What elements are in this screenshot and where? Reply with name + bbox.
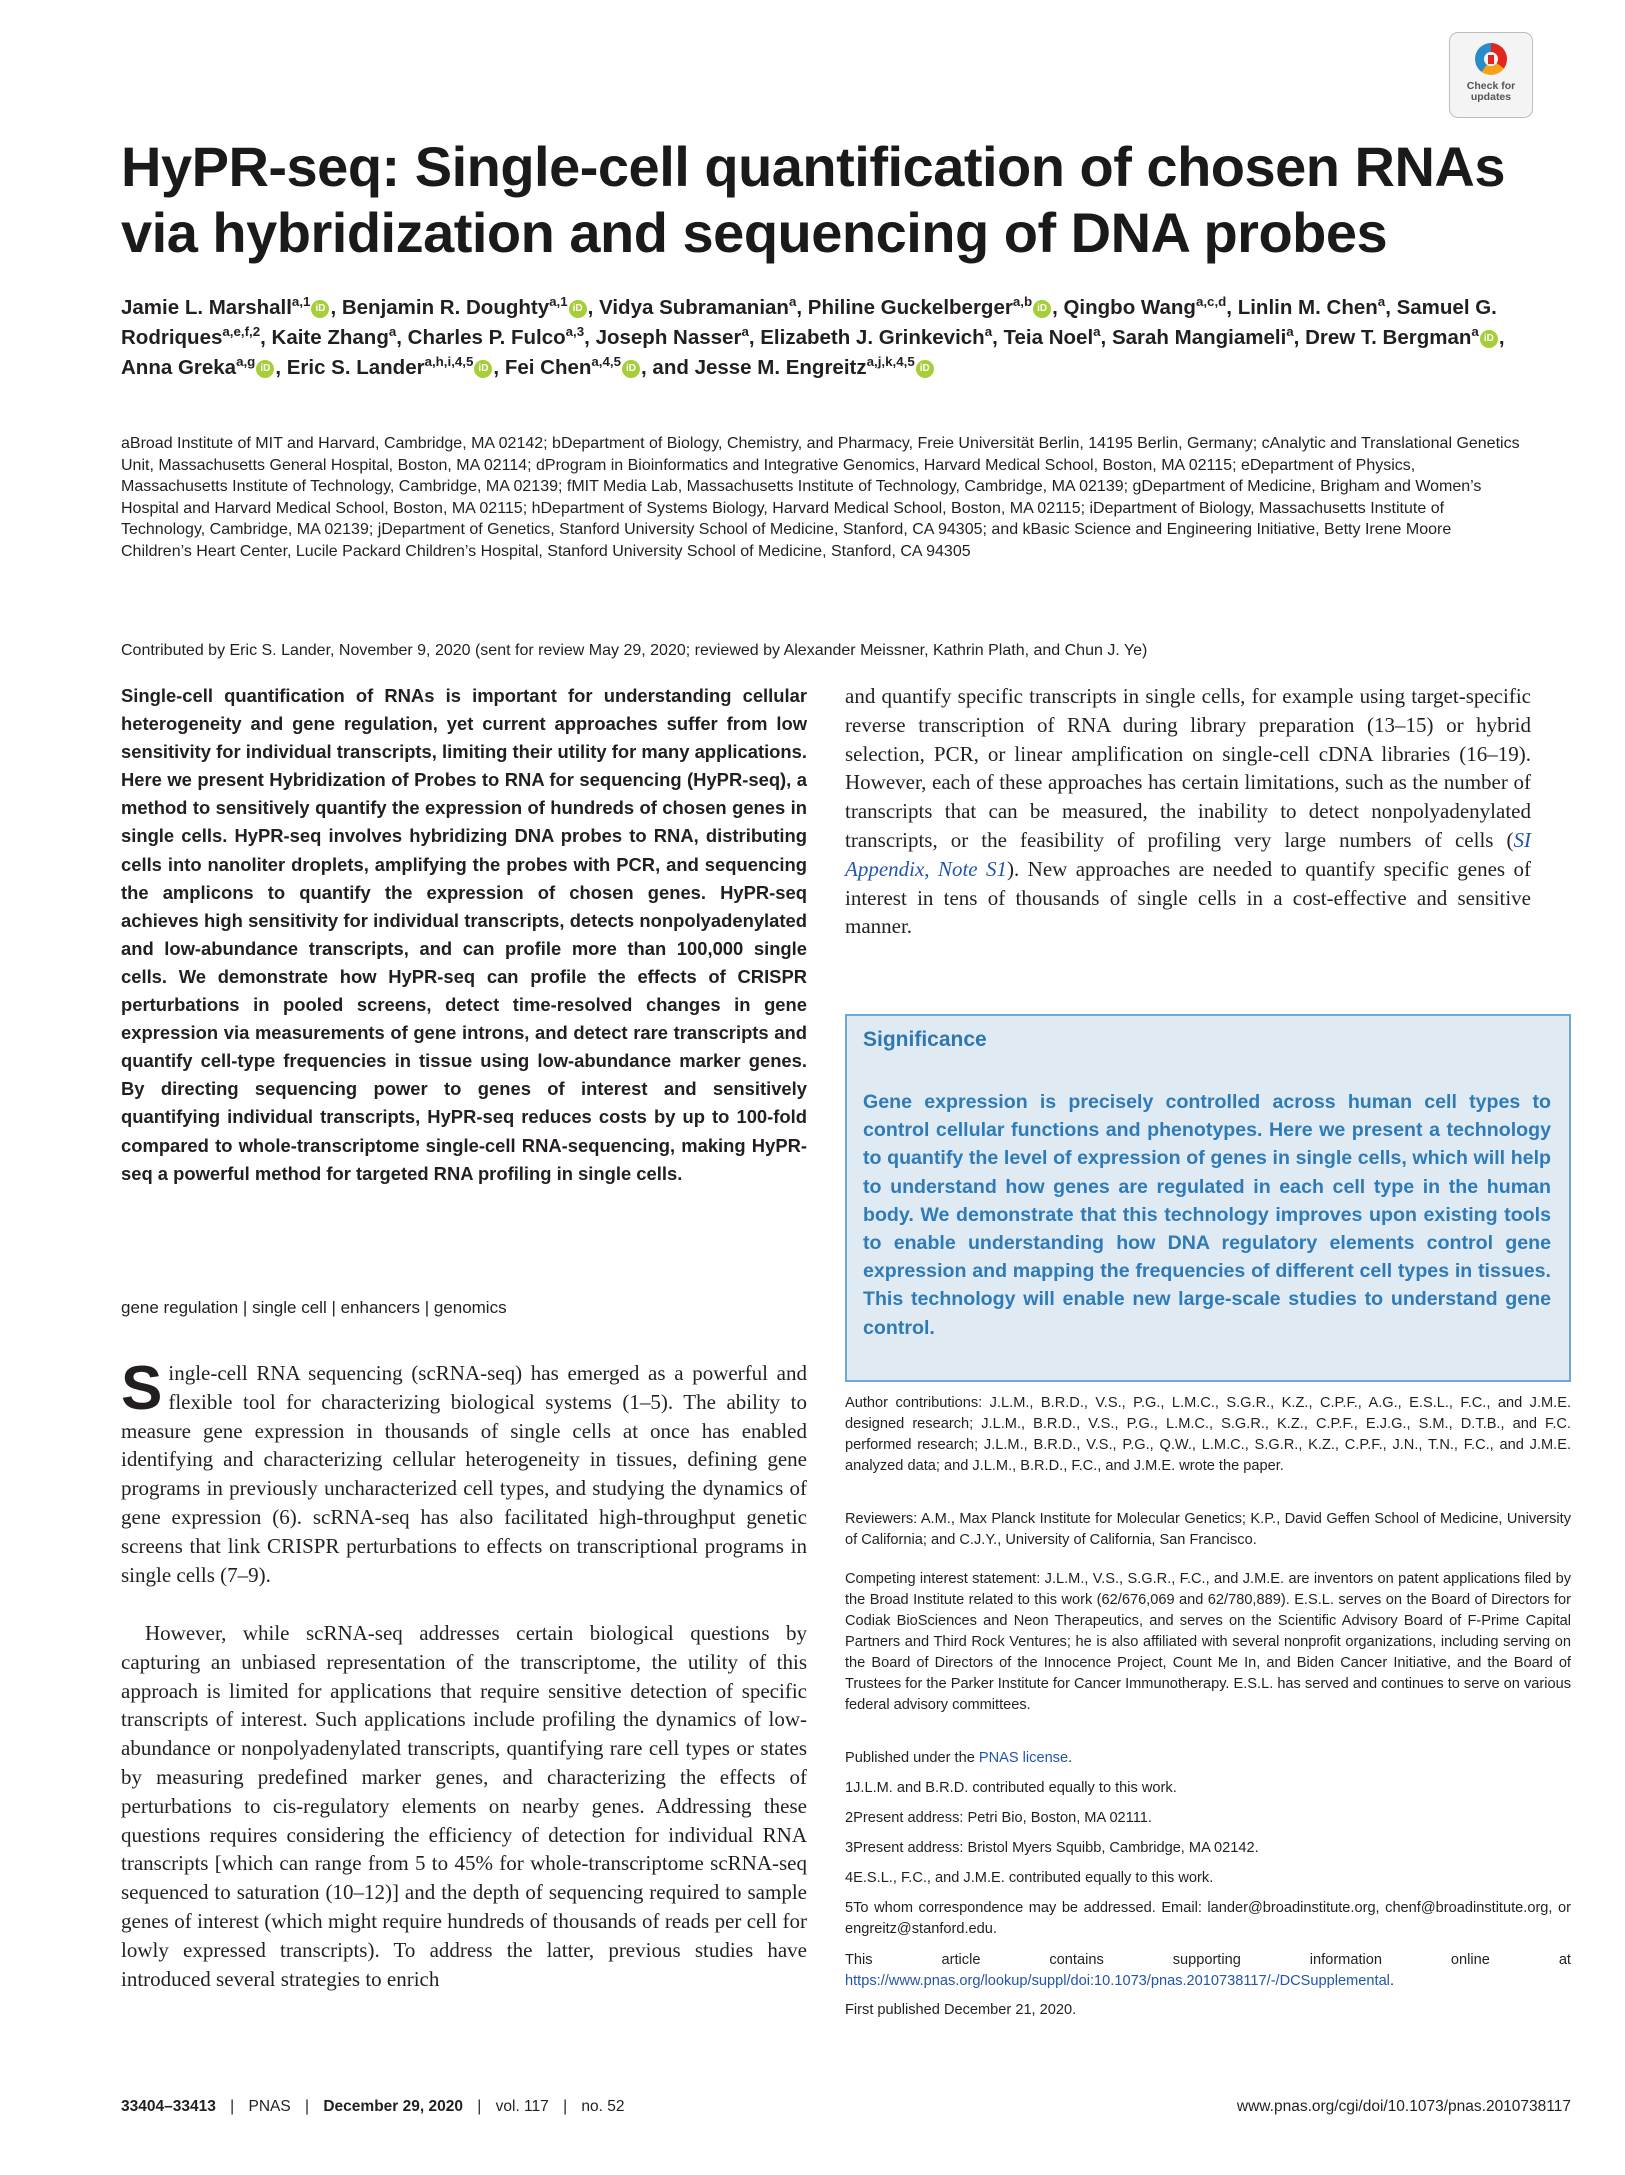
author-name: Vidya Subramanian [599, 296, 789, 319]
footnote-2: 2Present address: Petri Bio, Boston, MA 02111. [845, 1810, 1152, 1826]
author-name: Teia Noel [1003, 326, 1094, 349]
author-affiliation-marker: a [741, 324, 749, 340]
footer-left: 33404–33413 | PNAS | December 29, 2020 | vol. 117 | no. 52 [121, 2098, 625, 2115]
intro-paragraph-1-text: ingle-cell RNA sequencing (scRNA-seq) has emerged as a powerful and flexible tool for characterizing biological systems (1–5). The ability to measure gene expression in thousands of single cells at once has enabled identifying and characterizing cellular heterogeneity in tissues, defining gene programs in previously uncharacterized cell types, and studying the dynamics of gene expression (6). scRNA-seq has also facilitated high-throughput genetic screens that link CRISPR perturbations to effects on transcriptional programs in single cells (7–9). [121, 1361, 807, 1587]
license-note [845, 1748, 1571, 1769]
author-name: Eric S. Lander [286, 356, 425, 379]
author-affiliation-marker: a [1471, 324, 1479, 340]
badge-label: Check for updates [1466, 80, 1516, 103]
author-name: Charles P. Fulco [407, 326, 566, 349]
author-name: Jamie L. Marshall [121, 296, 292, 319]
significance-text: Gene expression is precisely controlled across human cell types to control cellular functions and phenotypes. Here we present a technology to quantify the level of expression of genes in single cells, which will help to understand how genes are regulated in each cell type in the human body. We demonstrate that this technology improves upon existing tools to enable understanding how DNA regulatory elements control gene expression and mapping the frequencies of different cell types in tissues. This technology will enable new large-scale studies to understand gene control. [863, 1091, 1551, 1339]
author-affiliation-marker: a,4,5 [591, 354, 622, 370]
intro-paragraph-3-start: and quantify specific transcripts in single cells, for example using target-specific reverse transcription of RNA during library preparation (13–15) or hybrid selection, PCR, or linear amplification on single-cell cDNA libraries (16–19). However, each of these approaches has certain limitations, such as the number of transcripts that can be measured, the inability to detect nonpolyadenylated transcripts, or the feasibility of profiling very large numbers of cells ( [845, 684, 1531, 852]
orcid-icon[interactable]: iD [622, 360, 640, 378]
author-affiliation-marker: a [1093, 324, 1101, 340]
author-name: Fei Chen [504, 356, 592, 379]
significance-box [845, 1014, 1571, 1382]
author-affiliation-marker: a,1 [549, 294, 568, 310]
author-affiliation-marker: a,3 [565, 324, 585, 340]
author-name: Elizabeth J. Grinkevich [760, 326, 985, 349]
author-affiliation-marker: a,j,k,4,5 [866, 354, 915, 370]
author-affiliation-marker: a,b [1012, 294, 1033, 310]
footnote-1: 1J.L.M. and B.R.D. contributed equally to this work. [845, 1780, 1177, 1796]
reviewers-note: Reviewers: A.M., Max Planck Institute for Molecular Genetics; K.P., David Geffen School of Medicine, University of California; and C.J.Y., University of California, San Francisco. [845, 1511, 1571, 1548]
orcid-icon[interactable]: iD [569, 300, 587, 318]
drop-cap: S [121, 1354, 163, 1423]
author-name: Anna Greka [121, 356, 237, 379]
intro-paragraph-2: However, while scRNA-seq addresses certain biological questions by capturing an unbiased representation of the transcriptome, the utility of this approach is limited for applications that require sensitive detection of specific transcripts of interest. Such applications include profiling the dynamics of low-abundance or nonpolyadenylated transcripts, quantifying rare cell types or states by measuring predefined marker genes, and characterizing the effects of perturbations to cis-regulatory elements on nearby genes. Addressing these questions requires considering the efficiency of detection for individual RNA transcripts [which can range from 5 to 45% for whole-transcriptome scRNA-seq sequenced to saturation (10–12)] and the depth of sequencing required to sample genes of interest (which might require hundreds of thousands of reads per cell for lowly expressed transcripts). To address the latter, previous studies have introduced several strategies to enrich [121, 1621, 807, 1991]
si-appendix-link[interactable]: SI Appendix, Note S1 [845, 827, 1531, 881]
check-for-updates-icon [1475, 43, 1507, 75]
author-affiliation-marker: a,h,i,4,5 [424, 354, 474, 370]
intro-paragraph-3-end: ). New approaches are needed to quantify specific genes of interest in tens of thousands of single cells in a cost-effective and sensitive manner. [845, 856, 1531, 939]
orcid-icon[interactable]: iD [916, 360, 934, 378]
author-name: Samuel G. Rodriques [121, 296, 1497, 349]
check-for-updates-badge[interactable] [1449, 32, 1533, 118]
intro-paragraph-3 [845, 682, 1531, 941]
abstract: Single-cell quantification of RNAs is important for understanding cellular heterogeneity and gene regulation, yet current approaches suffer from low sensitivity for individual transcripts, limiting their utility for many applications. Here we present Hybridization of Probes to RNA for sequencing (HyPR-seq), a method to sensitively quantify the expression of hundreds of chosen genes in single cells. HyPR-seq involves hybridizing DNA probes to RNA, distributing cells into nanoliter droplets, amplifying the probes with PCR, and sequencing the amplicons to quantify the expression of chosen genes. HyPR-seq achieves high sensitivity for individual transcripts, detects nonpolyadenylated and low-abundance transcripts, and can profile more than 100,000 single cells. We demonstrate how HyPR-seq can profile the effects of CRISPR perturbations in pooled screens, detect time-resolved changes in gene expression via measurements of gene introns, and detect rare transcripts and quantify cell-type frequencies in tissue using low-abundance marker genes. By directing sequencing power to genes of interest and sensitively quantifying individual transcripts, HyPR-seq reduces costs by up to 100-fold compared to whole-transcriptome single-cell RNA-sequencing, making HyPR-seq a powerful method for targeted RNA profiling in single cells. [121, 685, 807, 1184]
author-name: and Jesse M. Engreitz [652, 356, 867, 379]
keywords: gene regulation | single cell | enhancers | genomics [121, 1298, 507, 1317]
footer-journal: PNAS [248, 2098, 291, 2115]
orcid-icon[interactable]: iD [1033, 300, 1051, 318]
footnote-5: 5To whom correspondence may be addressed. Email: lander@broadinstitute.org, chenf@broadinstitute.org, or engreitz@stanford.edu. [845, 1900, 1571, 1937]
license-prefix: Published under the [845, 1750, 979, 1766]
footnote-3: 3Present address: Bristol Myers Squibb, Cambridge, MA 02142. [845, 1840, 1259, 1856]
author-contributions: Author contributions: J.L.M., B.R.D., V.S., P.G., L.M.C., S.G.R., K.Z., C.P.F., A.G., E.S.L., F.C., and J.M.E. designed research; J.L.M., B.R.D., V.S., P.G., L.M.C., S.G.R., K.Z., C.P.F., E.J.G., S.M., D.T.B., and F.C. performed research; J.L.M., B.R.D., V.S., P.G., Q.W., L.M.C., S.G.R., K.Z., C.P.F., J.N., T.N., F.C., and J.M.E. analyzed data; and J.L.M., B.R.D., F.C., and J.M.E. wrote the paper. [845, 1395, 1571, 1474]
first-published: First published December 21, 2020. [845, 2002, 1077, 2018]
author-affiliation-marker: a,1 [291, 294, 311, 310]
footer-date: December 29, 2020 [323, 2098, 463, 2115]
affiliations: aBroad Institute of MIT and Harvard, Cambridge, MA 02142; bDepartment of Biology, Chemistry, and Pharmacy, Freie Universität Berlin, 14195 Berlin, Germany; cAnalytic and Translational Genetics Unit, Massachusetts General Hospital, Boston, MA 02114; dProgram in Bioinformatics and Integrative Genomics, Harvard Medical School, Boston, MA 02115; eDepartment of Physics, Massachusetts Institute of Technology, Cambridge, MA 02139; fMIT Media Lab, Massachusetts Institute of Technology, Cambridge, MA 02139; gDepartment of Medicine, Brigham and Women’s Hospital and Harvard Medical School, Boston, MA 02115; hDepartment of Systems Biology, Harvard Medical School, Boston, MA 02115; iDepartment of Biology, Massachusetts Institute of Technology, Cambridge, MA 02139; jDepartment of Genetics, Stanford University School of Medicine, Stanford, CA 94305; and kBasic Science and Engineering Initiative, Betty Irene Moore Children’s Heart Center, Lucile Packard Children’s Hospital, Stanford University School of Medicine, Stanford, CA 94305 [121, 435, 1520, 560]
author-name: Linlin M. Chen [1237, 296, 1378, 319]
footer-volume: vol. 117 [495, 2098, 549, 2115]
author-list: Jamie L. Marshall$^{a,1}$ iD , Benjamin R. Doughty$^{a,1}$ iD , Vidya Subramanian$^a$, Philine Guckelberger$^{a,b}$ iD , Qingbo Wang$^{a,c,d}$, Linlin M. Chen$^a$, Samuel G. Rodriques$^{a,e,f,2}$, Kaite Zhang$^a$, Charles P. Fulco$^{a,3}$, Joseph Nasser$^a$, Elizabeth J. Grinkevich$^a$, Teia Noel$^a$, Sarah Mangiameli$^a$, Drew T. Bergman$^a$ iD , Anna Greka$^{a,g}$ iD , Eric S. Lander$^{a,h,i,4,5}$ iD , Fei Chen$^{a,4,5}$ iD , and Jesse M. Engreitz$^{a,j,k,4,5}$ iD [121, 294, 1505, 379]
significance-heading: Significance [863, 1028, 987, 1051]
article-title: HyPR-seq: Single-cell quantification of chosen RNAs via hybridization and sequencing of DNA probes [121, 135, 1506, 264]
author-affiliation-marker: a [984, 324, 993, 340]
author-affiliation-marker: a [788, 294, 797, 310]
author-affiliation-marker: a [388, 324, 397, 340]
orcid-icon[interactable]: iD [256, 360, 274, 378]
contributed-by: Contributed by Eric S. Lander, November 9, 2020 (sent for review May 29, 2020; reviewed by Alexander Meissner, Kathrin Plath, and Chun J. Ye) [121, 642, 1148, 659]
author-name: Benjamin R. Doughty [341, 296, 550, 319]
footer-doi[interactable]: www.pnas.org/cgi/doi/10.1073/pnas.2010738117 [1236, 2098, 1571, 2115]
author-name: Philine Guckelberger [807, 296, 1013, 319]
pnas-license-link[interactable]: PNAS license [978, 1750, 1069, 1766]
competing-interest: Competing interest statement: J.L.M., V.S., S.G.R., F.C., and J.M.E. are inventors on patent applications filed by the Broad Institute related to this work (62/676,069 and 62/780,889). E.S.L. serves on the Board of Directors for Codiak BioSciences and Neon Therapeutics, and serves on the Scientific Advisory Board of F-Prime Capital Partners and Third Rock Ventures; he is also affiliated with several nonprofit organizations, including serving on the Board of Directors of the Innocence Project, Count Me In, and Biden Cancer Initiative, and the Board of Trustees for the Parker Institute for Cancer Immunotherapy. E.S.L. has served and continues to serve on various federal advisory committees. [845, 1571, 1571, 1713]
orcid-icon[interactable]: iD [474, 360, 492, 378]
orcid-icon[interactable]: iD [311, 300, 329, 318]
supporting-prefix: This article contains supporting information online at [845, 1952, 1571, 1968]
author-affiliation-marker: a,c,d [1195, 294, 1227, 310]
intro-paragraph-1 [121, 1354, 807, 1589]
author-name: Sarah Mangiameli [1111, 326, 1287, 349]
supporting-info-link[interactable]: https://www.pnas.org/lookup/suppl/doi:10.1073/pnas.2010738117/-/DCSupplemental [845, 1973, 1390, 1989]
footer-issue: no. 52 [581, 2098, 625, 2115]
orcid-icon[interactable]: iD [1480, 330, 1498, 348]
author-affiliation-marker: a [1286, 324, 1294, 340]
author-name: Kaite Zhang [271, 326, 389, 349]
footnote-4: 4E.S.L., F.C., and J.M.E. contributed equally to this work. [845, 1870, 1214, 1886]
author-affiliation-marker: a,g [236, 354, 256, 370]
footer-pages: 33404–33413 [121, 2098, 216, 2115]
author-name: Drew T. Bergman [1305, 326, 1472, 349]
supporting-suffix: . [1389, 1973, 1394, 1989]
license-suffix: . [1068, 1750, 1073, 1766]
author-name: Qingbo Wang [1063, 296, 1196, 319]
author-affiliation-marker: a,e,f,2 [222, 324, 261, 340]
author-affiliation-marker: a [1377, 294, 1386, 310]
supporting-info [845, 1950, 1571, 1992]
author-name: Joseph Nasser [595, 326, 742, 349]
